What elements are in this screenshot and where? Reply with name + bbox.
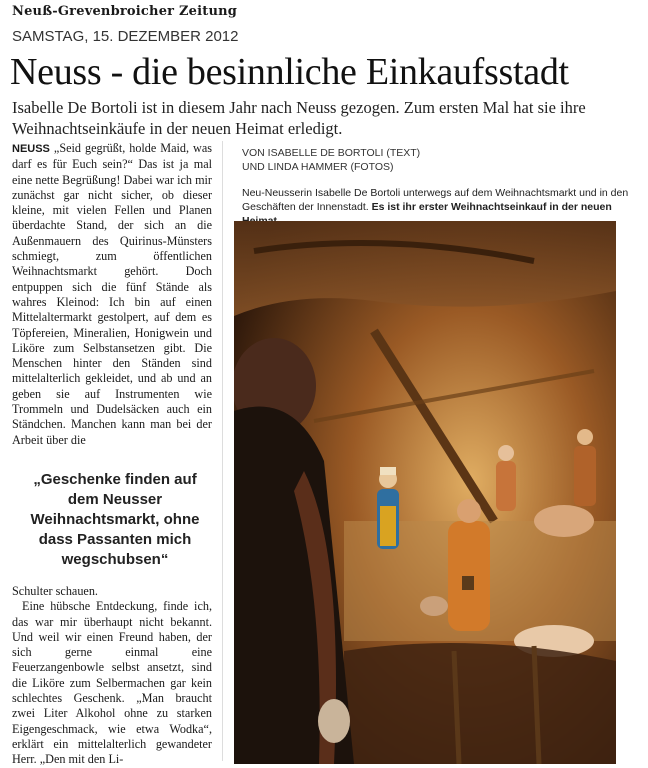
column-divider bbox=[222, 141, 223, 761]
article-headline: Neuss - die besinnliche Einkaufsstadt bbox=[10, 51, 569, 93]
article-dateline-word: NEUSS bbox=[12, 143, 50, 155]
pull-quote: „Geschenke finden auf dem Neusser Weihnachtsmarkt, ohne dass Passanten mich wegschubsen“ bbox=[30, 471, 200, 568]
caption-emphasis: Es ist ihr erster Weihnachtseinkauf in der neuen bbox=[371, 201, 612, 213]
sheep bbox=[534, 505, 594, 537]
nativity-scene-photo bbox=[234, 221, 616, 764]
newspaper-masthead: Neuß-Grevenbroicher Zeitung bbox=[12, 4, 238, 19]
issue-date: SAMSTAG, 15. DEZEMBER 2012 bbox=[12, 28, 239, 45]
byline bbox=[242, 146, 622, 174]
byline-author: VON ISABELLE DE BORTOLI (TEXT) bbox=[242, 147, 421, 159]
article-body-column-bottom bbox=[12, 584, 212, 768]
article-subheadline: Isabelle De Bortoli ist in diesem Jahr nach Neuss gezogen. Zum ersten Mal hat sie ihre Weihnachtseinkäufe in der neuen Heimat erledigt. bbox=[12, 98, 586, 138]
figurine-king bbox=[377, 467, 399, 549]
photo-illustration bbox=[234, 221, 616, 764]
figurine-angel bbox=[496, 445, 516, 511]
small-animal bbox=[420, 596, 448, 616]
article-paragraph: Schulter schauen. bbox=[12, 584, 98, 598]
article-paragraph: „Seid gegrüßt, holde Maid, was darf es für Euch sein?“ Das ist ja mal eine nette Begrüßung! Dabei war ich mir zunächst gar nicht sicher, ob dieser kleine, mit vielen Fellen und Planen überdachte Stand, der sich an die Außenmauern des Quirinus-Münsters schmiegt, zum öffentlichen Weihnachtsmarkt gehört. Doch entpuppen sich die fünf Stände als wahres Kleinod: Ich bin auf einen Mittelaltermarkt gestolpert, auf dem es Töpfereien, Mineralien, Honigwein und Liköre zum Selbstansetzen gibt. Die Menschen hinter den Ständen sind mittelalterlich gekleidet, und ab und an geben sie auf Instrumenten wie Trommeln und Dudelsäcken auch ein Ständchen. Manchen kann man bei der Arbeit über die bbox=[12, 141, 213, 447]
byline-photographer: UND LINDA HAMMER (FOTOS) bbox=[242, 161, 394, 173]
article-body-column-top bbox=[12, 141, 212, 448]
article-paragraph: Eine hübsche Entdeckung, finde ich, das war mir überhaupt nicht bekannt. Und weil wir einen Freund haben, der sich gerne einmal eine Feuerzangenbowle selbst ansetzt, sind die Liköre zum Selbermachen gar kein schlechtes Geschenk. „Man braucht zwei Liter Alkohol ohne zu starken Eigengeschmack, wie etwa Wodka“, erklärt ein mittelalterlich gewandeter Herr. „Den mit den Li- bbox=[12, 599, 212, 767]
caption-lead: Neu-Neusserin Isabelle De Bortoli unterwegs auf dem Weihnachtsmarkt und in den Geschäften der Innenstadt. bbox=[242, 187, 629, 213]
foreground-fence bbox=[344, 643, 616, 764]
